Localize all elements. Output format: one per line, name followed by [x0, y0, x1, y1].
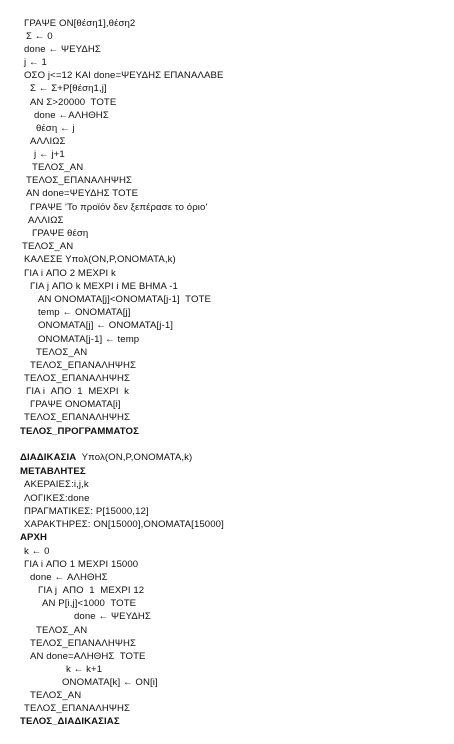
code-line: ΓΙΑ j ΑΠΟ k ΜΕΧΡΙ i ΜΕ ΒΗΜΑ -1	[30, 281, 178, 292]
code-line: k ← 0	[24, 546, 50, 557]
code-line: ΟΣΟ j<=12 ΚΑΙ done=ΨΕΥΔΗΣ ΕΠΑΝΑΛΑΒΕ	[24, 70, 224, 81]
code-line: done ← ΨΕΥΔΗΣ	[74, 611, 151, 622]
code-line: ΑΝ done=ΨΕΥΔΗΣ ΤΟΤΕ	[26, 188, 139, 199]
code-line: ΠΡΑΓΜΑΤΙΚΕΣ: Ρ[15000,12]	[24, 506, 149, 517]
code-line: ΟΝΟΜΑΤΑ[k] ← ΟΝ[i]	[62, 677, 158, 688]
code-line: done ← ΨΕΥΔΗΣ	[24, 44, 101, 55]
code-line: ΓΙΑ j ΑΠΟ 1 ΜΕΧΡΙ 12	[38, 585, 145, 596]
code-line: ΤΕΛΟΣ_ΠΡΟΓΡΑΜΜΑΤΟΣ	[20, 426, 139, 437]
code-line: ΤΕΛΟΣ_ΕΠΑΝΑΛΗΨΗΣ	[26, 175, 133, 186]
code-line: ΟΝΟΜΑΤΑ[j-1] ← temp	[38, 334, 140, 345]
code-line: ΑΝ done=ΑΛΗΘΗΣ ΤΟΤΕ	[30, 651, 146, 662]
code-line: ΓΙΑ i ΑΠΟ 1 ΜΕΧΡΙ k	[26, 386, 130, 397]
code-line: Σ ← Σ+Ρ[θέση1,j]	[30, 83, 107, 94]
code-line: ΔΙΑΔΙΚΑΣΙΑ Υπολ(ΟΝ,Ρ,ΟΝΟΜΑΤΑ,k)	[20, 452, 193, 463]
code-line: ΓΡΑΨΕ θέση	[32, 228, 89, 239]
code-line: ΤΕΛΟΣ_ΑΝ	[32, 162, 84, 173]
code-line: ΓΙΑ i ΑΠΟ 1 ΜΕΧΡΙ 15000	[24, 559, 139, 570]
code-line: ΑΝ Σ>20000 ΤΟΤΕ	[30, 97, 117, 108]
code-line: ΑΚΕΡΑΙΕΣ:i,j,k	[24, 479, 89, 490]
code-line: ΤΕΛΟΣ_ΕΠΑΝΑΛΗΨΗΣ	[24, 412, 131, 423]
code-line: ΓΙΑ i ΑΠΟ 2 ΜΕΧΡΙ k	[24, 268, 116, 279]
code-line: ΤΕΛΟΣ_ΑΝ	[36, 625, 88, 636]
code-line: ΓΡΑΨΕ ΟΝΟΜΑΤΑ[i]	[30, 399, 121, 410]
code-line: ΤΕΛΟΣ_ΕΠΑΝΑΛΗΨΗΣ	[24, 703, 131, 714]
code-line: ΟΝΟΜΑΤΑ[j] ← ΟΝΟΜΑΤΑ[j-1]	[38, 320, 174, 331]
code-line: done ← ΑΛΗΘΗΣ	[30, 572, 108, 583]
code-line: θέση ← j	[36, 123, 75, 134]
code-line: ΑΝ Ρ[i,j]<1000 ΤΟΤΕ	[42, 598, 137, 609]
code-line: ΤΕΛΟΣ_ΔΙΑΔΙΚΑΣΙΑΣ	[20, 716, 120, 727]
code-line: temp ← ΟΝΟΜΑΤΑ[j]	[38, 307, 131, 318]
code-line: ΤΕΛΟΣ_ΕΠΑΝΑΛΗΨΗΣ	[24, 373, 131, 384]
code-line: ΤΕΛΟΣ_ΕΠΑΝΑΛΗΨΗΣ	[30, 360, 137, 371]
code-line: ΓΡΑΨΕ ΟΝ[θέση1],θέση2	[24, 18, 136, 29]
code-line: ΤΕΛΟΣ_ΕΠΑΝΑΛΗΨΗΣ	[30, 638, 137, 649]
code-line: ΑΛΛΙΩΣ	[30, 136, 66, 147]
code-line: k ← k+1	[66, 664, 103, 675]
code-line: ΜΕΤΑΒΛΗΤΕΣ	[20, 466, 86, 477]
code-line: ΑΡΧΗ	[20, 532, 48, 543]
code-line: ΑΛΛΙΩΣ	[28, 215, 64, 226]
code-line: ΑΝ ΟΝΟΜΑΤΑ[j]<ΟΝΟΜΑΤΑ[j-1] ΤΟΤΕ	[38, 294, 211, 305]
code-line: done ←ΑΛΗΘΗΣ	[34, 110, 109, 121]
code-line: ΛΟΓΙΚΕΣ:done	[24, 493, 90, 504]
code-line: ΓΡΑΨΕ 'Το προϊόν δεν ξεπέρασε το όριο'	[30, 202, 208, 213]
code-line: ΤΕΛΟΣ_ΑΝ	[22, 241, 74, 252]
code-line: ΤΕΛΟΣ_ΑΝ	[30, 690, 82, 701]
code-line: j ← 1	[24, 57, 47, 68]
code-line: Σ ← 0	[26, 31, 53, 42]
code-line: ΚΑΛΕΣΕ Υπολ(ΟΝ,Ρ,ΟΝΟΜΑΤΑ,k)	[24, 254, 176, 265]
code-line: ΧΑΡΑΚΤΗΡΕΣ: ΟΝ[15000],ΟΝΟΜΑΤΑ[15000]	[24, 519, 224, 530]
code-line: j ← j+1	[34, 149, 65, 160]
code-line: ΤΕΛΟΣ_ΑΝ	[36, 347, 88, 358]
